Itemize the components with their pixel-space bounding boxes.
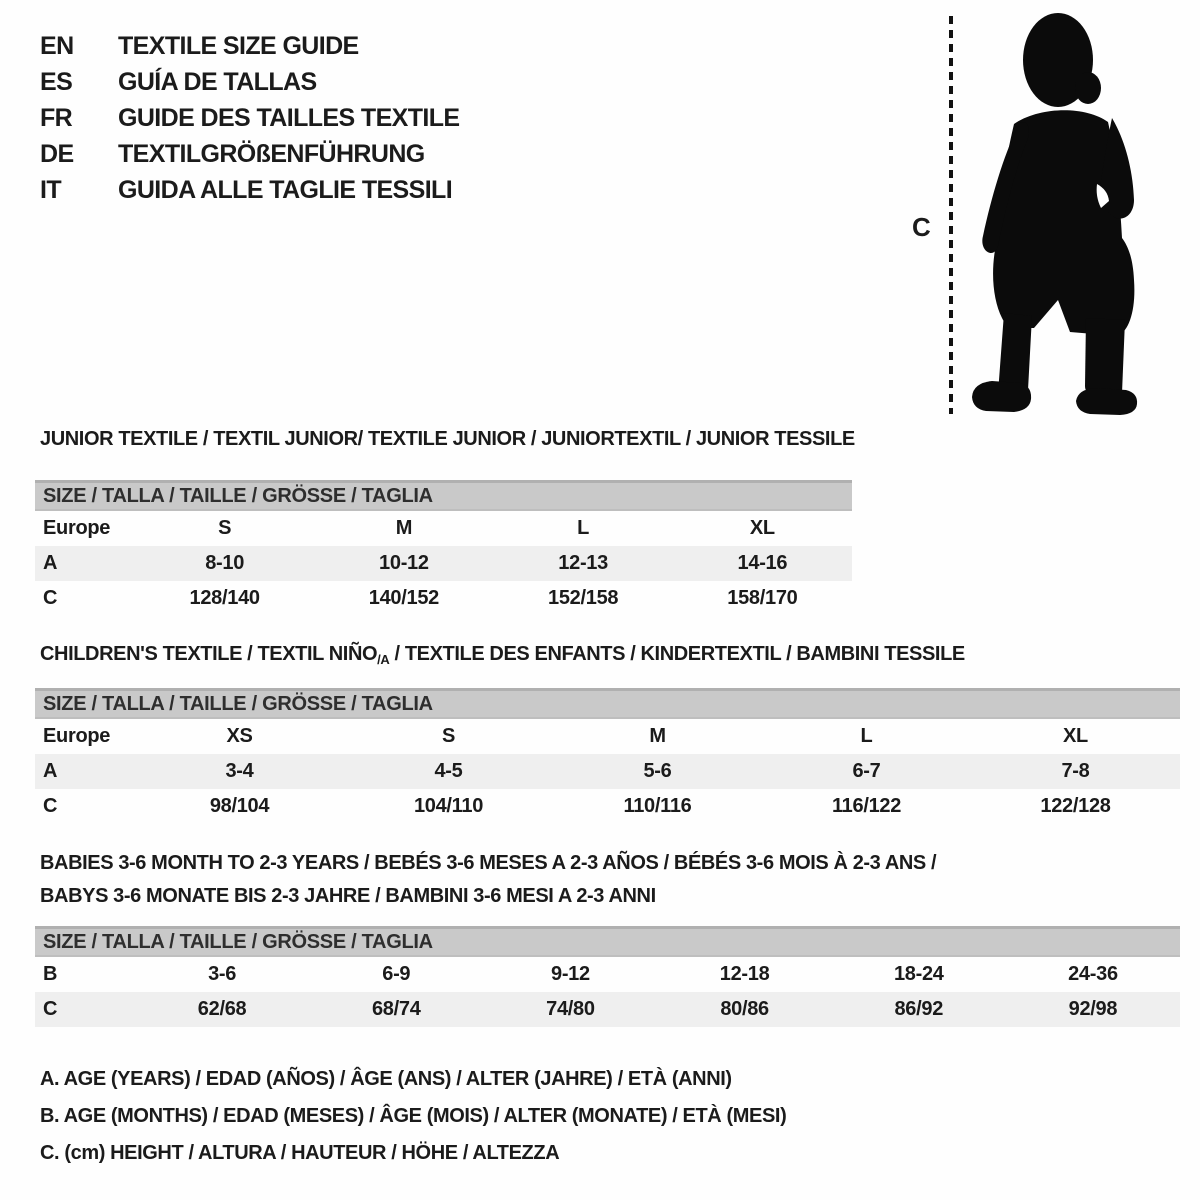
language-code: FR bbox=[40, 103, 73, 132]
size-table-header-bar bbox=[35, 480, 852, 511]
language-title: TEXTILE SIZE GUIDE bbox=[118, 31, 359, 60]
age-cell: 3-4 bbox=[225, 760, 254, 782]
row-label: Europe bbox=[43, 517, 111, 539]
size-cell: M bbox=[395, 517, 413, 539]
months-cell: 6-9 bbox=[382, 963, 411, 985]
height-cell: 158/170 bbox=[727, 587, 798, 609]
size-table-header-bar bbox=[35, 688, 1180, 719]
size-cell: M bbox=[649, 725, 666, 747]
legend-line-c: C. (cm) HEIGHT / ALTURA / HAUTEUR / HÖHE / ALTEZZA bbox=[40, 1142, 560, 1164]
months-cell: 12-18 bbox=[719, 963, 770, 985]
language-row-de bbox=[40, 136, 460, 172]
height-cell: 74/80 bbox=[546, 998, 595, 1020]
measure-c-label: C bbox=[912, 212, 931, 242]
age-cell: 12-13 bbox=[558, 552, 608, 574]
babies-size-table bbox=[35, 926, 1180, 1027]
children-row-age bbox=[35, 754, 1180, 789]
language-row-it bbox=[40, 172, 460, 208]
height-cell: 98/104 bbox=[209, 795, 270, 817]
age-cell: 4-5 bbox=[434, 760, 463, 782]
height-cell: 140/152 bbox=[368, 587, 439, 609]
height-cell: 128/140 bbox=[189, 587, 260, 609]
height-cell: 152/158 bbox=[548, 587, 619, 609]
age-cell: 6-7 bbox=[852, 760, 881, 782]
language-code: EN bbox=[40, 31, 74, 60]
months-cell: 18-24 bbox=[893, 963, 944, 985]
junior-row-europe bbox=[35, 511, 852, 546]
language-title: GUÍA DE TALLAS bbox=[118, 67, 317, 96]
babies-row-height bbox=[35, 992, 1180, 1027]
row-label: C bbox=[43, 998, 58, 1020]
size-cell: XS bbox=[226, 725, 253, 747]
height-cell: 68/74 bbox=[371, 998, 421, 1020]
language-row-es bbox=[40, 64, 460, 100]
size-cell: L bbox=[577, 517, 590, 539]
children-size-table bbox=[35, 688, 1180, 824]
size-cell: XL bbox=[749, 517, 775, 539]
children-row-height bbox=[35, 789, 1180, 824]
junior-row-age bbox=[35, 546, 852, 581]
age-cell: 8-10 bbox=[205, 552, 245, 574]
junior-size-table bbox=[35, 480, 852, 616]
toddler-silhouette-icon bbox=[900, 6, 1156, 424]
children-title-prefix: CHILDREN'S TEXTILE / TEXTIL NIÑO bbox=[40, 643, 378, 665]
months-cell: 3-6 bbox=[208, 963, 237, 985]
language-title-list bbox=[40, 28, 460, 208]
language-title: TEXTILGRÖßENFÜHRUNG bbox=[118, 139, 425, 168]
size-table-header-bar bbox=[35, 926, 1180, 957]
age-cell: 10-12 bbox=[379, 552, 429, 574]
size-header-label: SIZE / TALLA / TAILLE / GRÖSSE / TAGLIA bbox=[43, 484, 433, 507]
junior-row-height bbox=[35, 581, 852, 616]
height-cell: 122/128 bbox=[1040, 795, 1111, 817]
row-label: C bbox=[43, 795, 58, 817]
language-code: IT bbox=[40, 175, 62, 204]
height-cell: 62/68 bbox=[197, 998, 247, 1020]
legend-line-b: B. AGE (MONTHS) / EDAD (MESES) / ÂGE (MOIS) / ALTER (MONATE) / ETÀ (MESI) bbox=[40, 1105, 787, 1127]
row-label: B bbox=[43, 963, 58, 985]
babies-row-months bbox=[35, 957, 1180, 992]
junior-section-title: JUNIOR TEXTILE / TEXTIL JUNIOR/ TEXTILE JUNIOR / JUNIORTEXTIL / JUNIOR TESSILE bbox=[40, 428, 855, 450]
legend-line-a: A. AGE (YEARS) / EDAD (AÑOS) / ÂGE (ANS) / ALTER (JAHRE) / ETÀ (ANNI) bbox=[40, 1068, 732, 1090]
height-measure-figure bbox=[900, 6, 1156, 424]
months-cell: 24-36 bbox=[1068, 963, 1118, 985]
height-cell: 86/92 bbox=[894, 998, 944, 1020]
children-row-europe bbox=[35, 719, 1180, 754]
age-cell: 7-8 bbox=[1061, 760, 1090, 782]
height-cell: 80/86 bbox=[720, 998, 769, 1020]
size-cell: L bbox=[860, 725, 873, 747]
height-cell: 104/110 bbox=[413, 795, 484, 817]
language-code: ES bbox=[40, 67, 73, 96]
months-cell: 9-12 bbox=[551, 963, 590, 985]
babies-section-title-line1: BABIES 3-6 MONTH TO 2-3 YEARS / BEBÉS 3-6 MESES A 2-3 AÑOS / BÉBÉS 3-6 MOIS À 2-3 ANS / bbox=[40, 852, 937, 874]
age-cell: 5-6 bbox=[643, 760, 672, 782]
size-header-label: SIZE / TALLA / TAILLE / GRÖSSE / TAGLIA bbox=[43, 930, 433, 953]
language-row-fr bbox=[40, 100, 460, 136]
size-cell: S bbox=[218, 517, 232, 539]
children-title-subscript: /A bbox=[377, 652, 390, 667]
size-cell: S bbox=[441, 725, 456, 747]
height-cell: 110/116 bbox=[623, 795, 692, 817]
age-cell: 14-16 bbox=[737, 552, 788, 574]
row-label: A bbox=[43, 552, 58, 574]
row-label: Europe bbox=[43, 725, 111, 747]
toddler-silhouette bbox=[972, 13, 1137, 415]
babies-section-title-line2: BABYS 3-6 MONATE BIS 2-3 JAHRE / BAMBINI 3-6 MESI A 2-3 ANNI bbox=[40, 885, 656, 907]
size-cell: XL bbox=[1063, 725, 1088, 747]
language-row-en bbox=[40, 28, 460, 64]
language-title: GUIDE DES TAILLES TEXTILE bbox=[118, 103, 460, 132]
children-title-suffix: / TEXTILE DES ENFANTS / KINDERTEXTIL / BAMBINI TESSILE bbox=[389, 643, 965, 665]
language-code: DE bbox=[40, 139, 74, 168]
height-cell: 92/98 bbox=[1068, 998, 1118, 1020]
legend bbox=[40, 1068, 786, 1179]
row-label: C bbox=[43, 587, 58, 609]
row-label: A bbox=[43, 760, 58, 782]
language-title: GUIDA ALLE TAGLIE TESSILI bbox=[118, 175, 453, 204]
size-header-label: SIZE / TALLA / TAILLE / GRÖSSE / TAGLIA bbox=[43, 692, 433, 715]
children-section-title bbox=[40, 643, 965, 667]
height-cell: 116/122 bbox=[831, 795, 902, 817]
